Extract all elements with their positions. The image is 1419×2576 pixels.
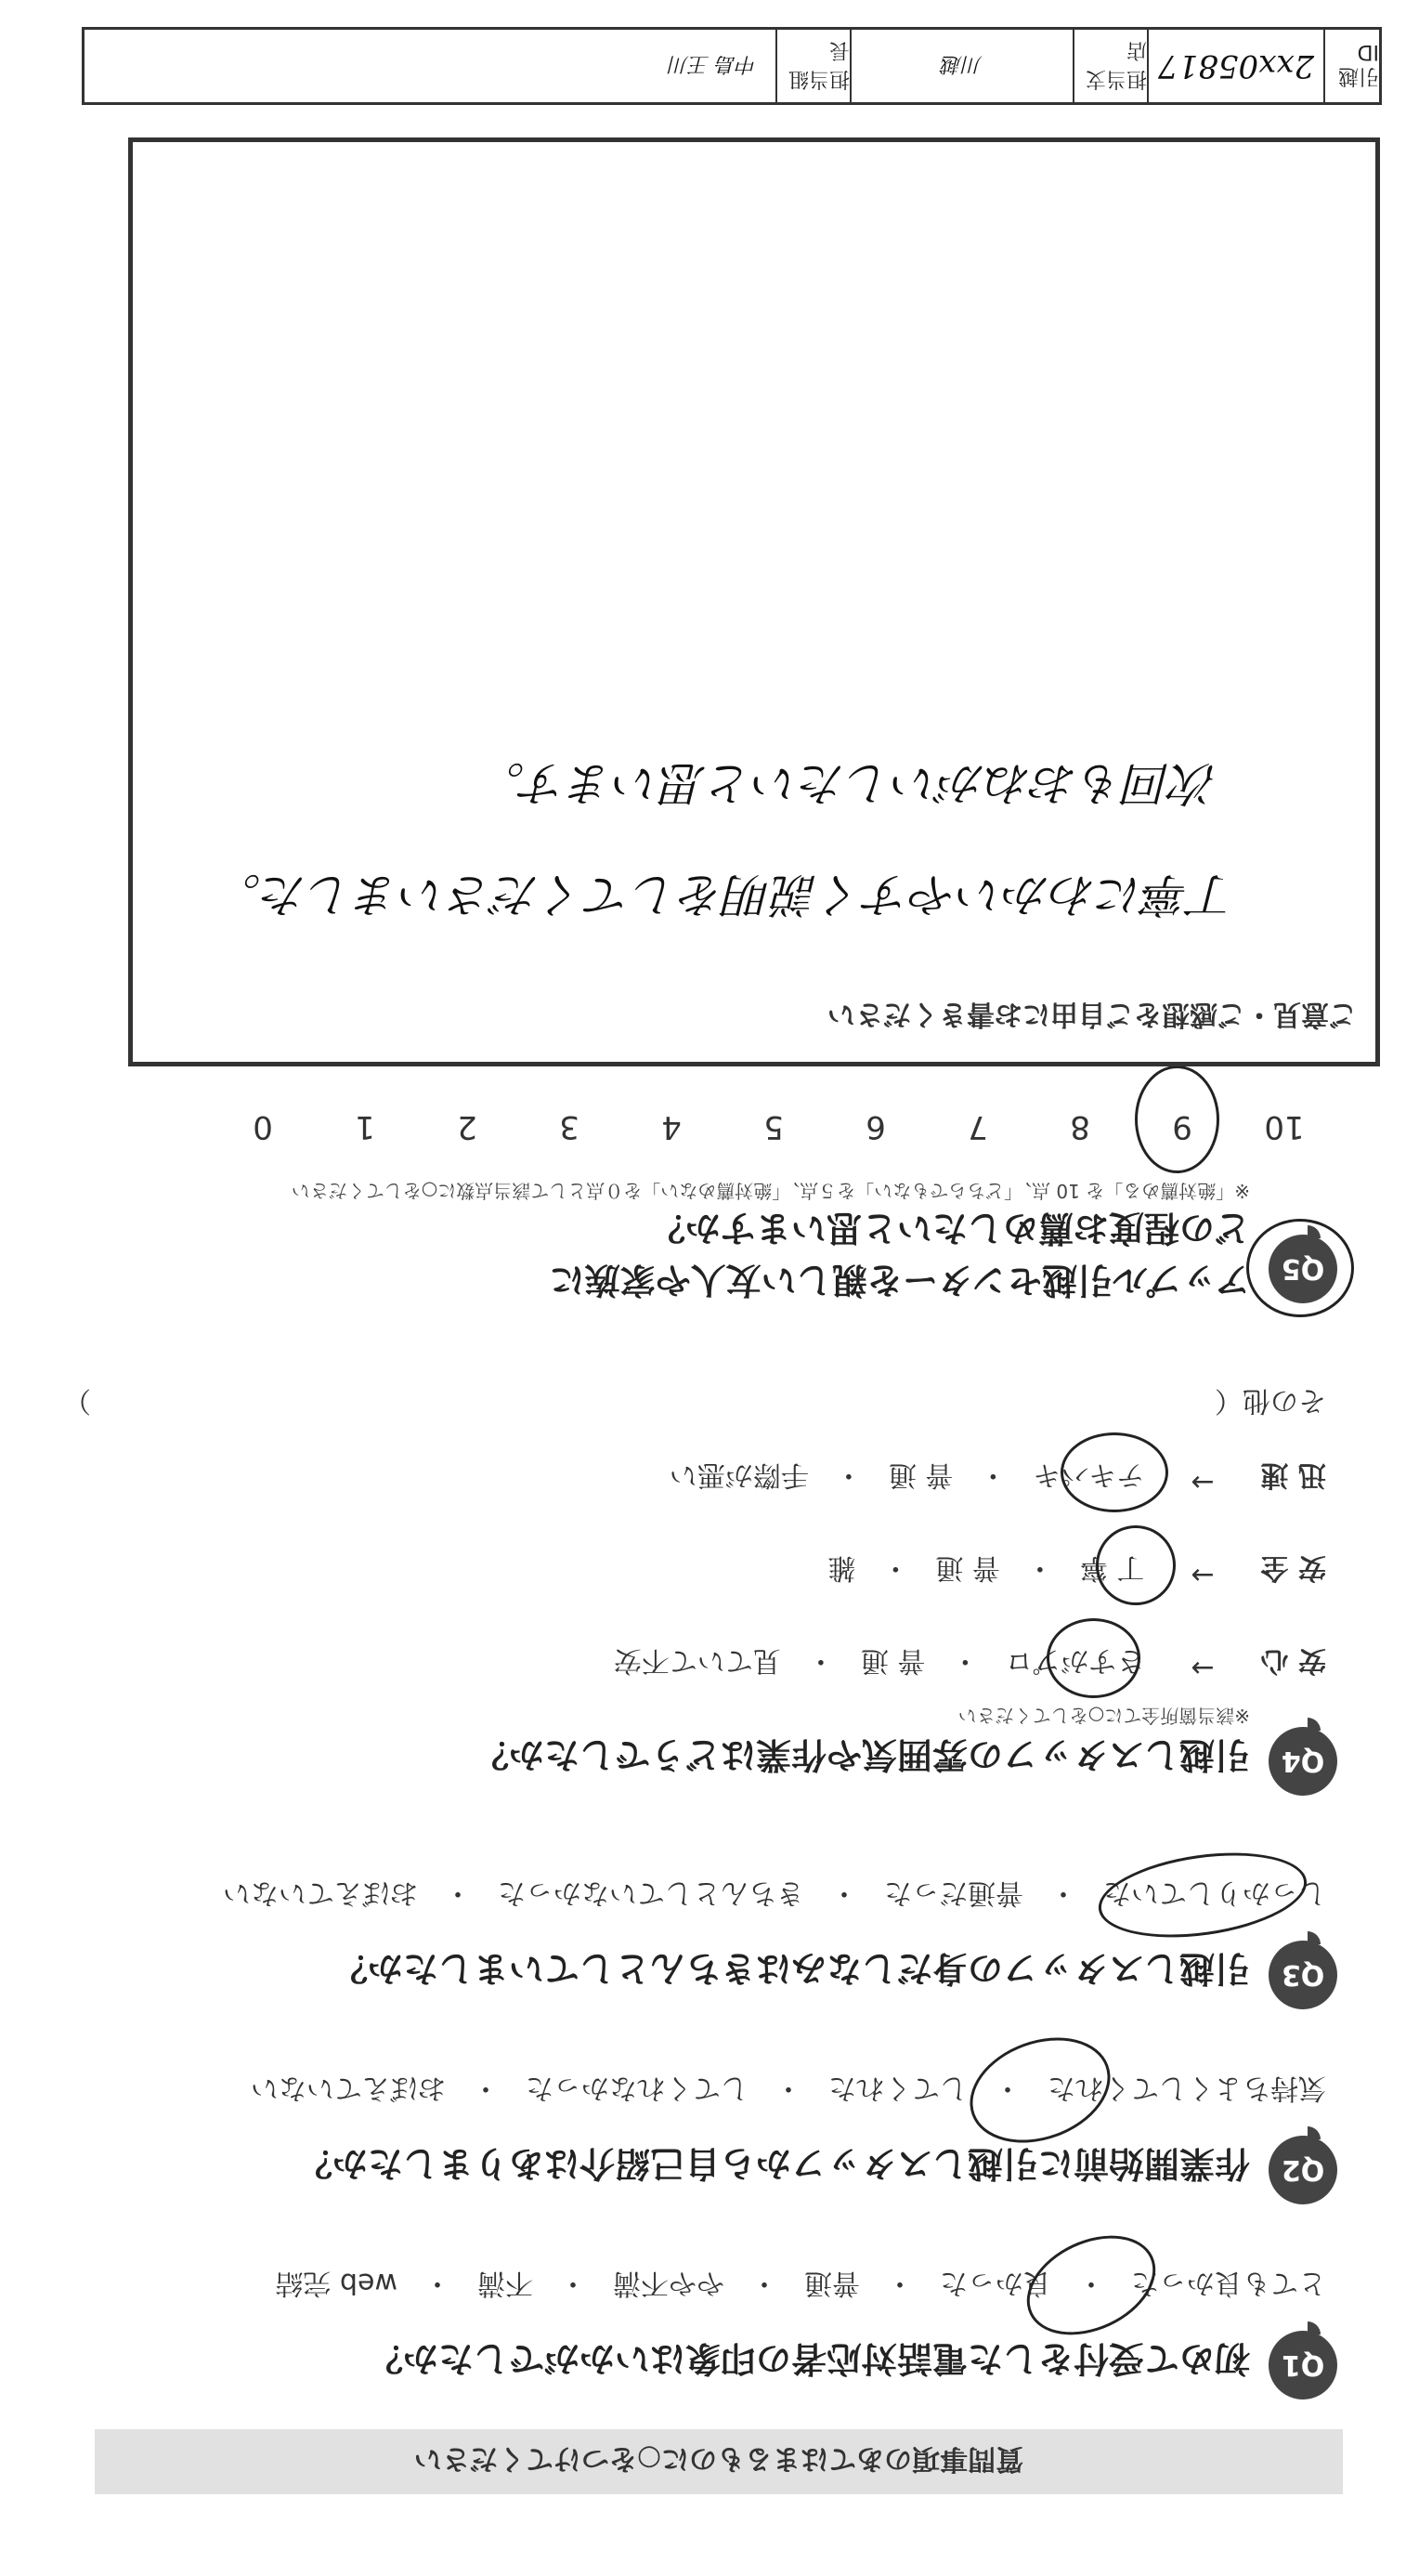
q5-score[interactable]: 9 — [1172, 1108, 1192, 1145]
q3-badge: Q3 — [1269, 1941, 1337, 2009]
q5-score[interactable]: 6 — [866, 1108, 886, 1145]
comments-title: ご意見・ご感想をご自由にお書きください — [827, 998, 1357, 1030]
q3-options: しっかりしていた ・ 普通だった ・ きちんとしていなかった ・ おぼえていない — [223, 1876, 1326, 1916]
q5-selection-circle — [1135, 1066, 1219, 1173]
header-table — [82, 27, 1382, 105]
q1-badge: Q1 — [1269, 2331, 1337, 2399]
q3-option[interactable]: 普通だった — [884, 1876, 1023, 1909]
q4-note: ※該当箇所全てに○をしてください — [957, 1705, 1250, 1727]
q2-badge: Q2 — [1269, 2136, 1337, 2204]
comments-box — [128, 137, 1380, 1066]
q4-badge: Q4 — [1269, 1727, 1337, 1796]
q1-option[interactable]: 普通 — [804, 2267, 860, 2299]
team-value: 中島 王川 — [669, 52, 757, 76]
comment-line-2: 次回もおねがいしたいと思います。 — [478, 756, 1217, 810]
id-label: 引越ID — [1323, 30, 1379, 102]
q1-option[interactable]: web 完結 — [275, 2267, 397, 2299]
q3-option[interactable]: きちんとしていなかった — [498, 1876, 804, 1909]
q4-option[interactable]: 普 通 — [888, 1458, 954, 1491]
q1-option[interactable]: 不満 — [477, 2267, 533, 2299]
team-label: 担当組長 — [775, 30, 850, 102]
q1-option[interactable]: やや不満 — [613, 2267, 724, 2299]
q3-question: 引越しスタッフの身だしなみはきちんとしていましたか？ — [332, 1948, 1250, 1989]
q5-badge-circle — [1246, 1219, 1354, 1317]
q4-option[interactable]: さすがプロ — [1005, 1644, 1145, 1677]
q4-row-label: 安 心 — [1260, 1644, 1326, 1677]
q4-speed-selection-circle — [1061, 1432, 1168, 1512]
q1-option[interactable]: 良かった — [940, 2267, 1051, 2299]
q5-question-line2: どの程度お薦めしたいと思いますか？ — [649, 1208, 1250, 1249]
q2-option[interactable]: してくれた — [828, 2072, 968, 2104]
q4-option[interactable]: 手際が悪い — [669, 1458, 809, 1491]
q2-selection-circle — [956, 2020, 1126, 2162]
q4-question: 引越しスタッフの雰囲気や作業はどうでしたか？ — [473, 1734, 1250, 1775]
q1-options: とても良かった ・ 良かった ・ 普通 ・ やや不満 ・ 不満 ・ web 完結 — [275, 2266, 1326, 2307]
comment-line-1: 丁寧にわかいやすく説明をしてくださいました。 — [215, 868, 1236, 922]
instruction-banner: 質問事項のあてはまるものに○をつけてください — [95, 2429, 1343, 2494]
q4-relief-selection-circle — [1047, 1618, 1140, 1698]
q4-row-safety: 安 全 → 丁 寧 ・ 普 通 ・ 雑 — [827, 1551, 1326, 1591]
q4-other-label[interactable]: その他（ — [1215, 1384, 1326, 1417]
q5-score[interactable]: 10 — [1264, 1108, 1305, 1145]
q2-options: 気持ちよくしてくれた ・ してくれた ・ してくれなかった ・ おぼえていない — [251, 2071, 1326, 2112]
q5-score[interactable]: 7 — [968, 1108, 988, 1145]
q4-option[interactable]: 雑 — [827, 1551, 856, 1584]
q1-selection-circle — [1011, 2216, 1172, 2355]
q4-row-label: 安 全 — [1260, 1551, 1326, 1584]
q4-option[interactable]: 普 通 — [935, 1551, 1000, 1584]
q5-score[interactable]: 3 — [559, 1108, 579, 1145]
q5-note: ※「絶対薦める」を 10 点、「どちらでもない」を５点、「絶対薦めない」を０点として該当点数に○をしてください — [291, 1180, 1250, 1202]
q1-option[interactable]: とても良かった — [1131, 2267, 1326, 2299]
branch-value: 川越 — [850, 30, 1073, 102]
q2-option[interactable]: おぼえていない — [251, 2072, 446, 2104]
id-value: 2xx05817 — [1147, 30, 1323, 102]
q4-other-close: ） — [63, 1384, 91, 1417]
q5-score[interactable]: 2 — [457, 1108, 477, 1145]
branch-label: 担当支店 — [1073, 30, 1147, 102]
q5-score[interactable]: 5 — [763, 1108, 784, 1145]
q5-badge: Q5 — [1269, 1235, 1337, 1303]
q4-row-relief: 安 心 → さすがプロ ・ 普 通 ・ 見ていて不安 — [613, 1644, 1326, 1684]
q4-safety-selection-circle — [1096, 1525, 1176, 1605]
q4-option[interactable]: 見ていて不安 — [613, 1644, 781, 1677]
q5-score[interactable]: 4 — [661, 1108, 682, 1145]
q4-option[interactable]: テキパキ — [1033, 1458, 1145, 1491]
q4-option[interactable]: 普 通 — [860, 1644, 926, 1677]
q4-other — [63, 1383, 1326, 1424]
q2-question: 作業開始前に引越しスタッフから自己紹介はありましたか？ — [296, 2143, 1250, 2184]
q5-question-line1: アップル引越センターを親しい友人や家族に — [549, 1260, 1250, 1301]
q5-score[interactable]: 8 — [1070, 1108, 1090, 1145]
q4-option[interactable]: 丁 寧 — [1079, 1551, 1145, 1584]
q5-score[interactable]: 0 — [253, 1108, 273, 1145]
q2-option[interactable]: してくれなかった — [526, 2072, 749, 2104]
q4-row-label: 迅 速 — [1260, 1458, 1326, 1491]
q5-score[interactable]: 1 — [355, 1108, 375, 1145]
q2-option[interactable]: 気持ちよくしてくれた — [1048, 2072, 1326, 2104]
q3-option[interactable]: おぼえていない — [223, 1876, 418, 1909]
q3-selection-circle — [1093, 1841, 1312, 1950]
q4-row-speed: 迅 速 → テキパキ ・ 普 通 ・ 手際が悪い — [669, 1458, 1326, 1498]
q3-option[interactable]: しっかりしていた — [1103, 1876, 1326, 1909]
q1-question: 初めて受付をした電話対応者の印象はいかがでしたか？ — [367, 2338, 1250, 2379]
